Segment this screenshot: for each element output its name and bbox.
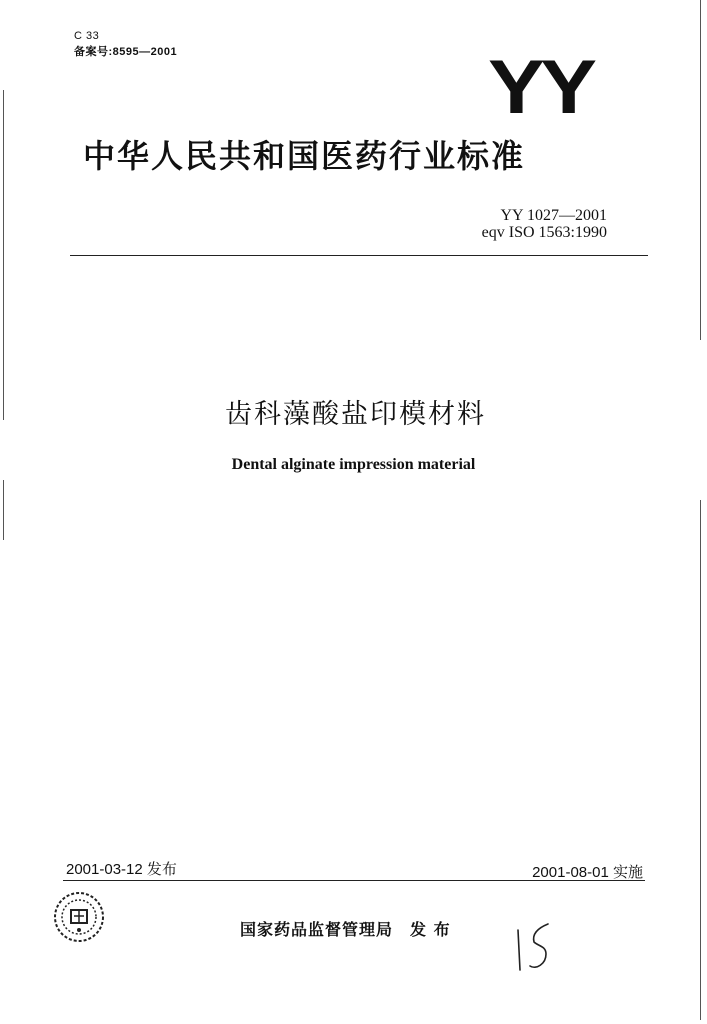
scan-edge-left — [3, 90, 4, 420]
equivalent-standard: eqv ISO 1563:1990 — [481, 224, 607, 241]
implementation-date: 2001-08-01 实施 — [532, 864, 643, 881]
bottom-divider — [63, 880, 645, 881]
publisher: 国家药品监督管理局 发 布 — [240, 920, 451, 939]
record-number: 备案号:8595—2001 — [74, 46, 178, 58]
header-title: 中华人民共和国医药行业标准 — [83, 137, 526, 175]
issue-date: 2001-03-12 发布 — [66, 861, 177, 878]
scan-edge-left-lower — [3, 480, 4, 540]
document-title-cn: 齿科藻酸盐印模材料 — [225, 399, 486, 430]
scan-edge-right-lower — [700, 500, 701, 1020]
handwritten-number-icon — [508, 920, 560, 976]
top-divider — [70, 255, 648, 256]
standard-number: YY 1027—2001 — [500, 207, 607, 224]
official-seal-icon — [52, 890, 106, 944]
yy-logo: YY — [488, 45, 593, 130]
scan-edge-right — [700, 0, 701, 340]
document-title-en: Dental alginate impression material — [231, 456, 476, 473]
classification-code: C 33 — [74, 30, 100, 42]
